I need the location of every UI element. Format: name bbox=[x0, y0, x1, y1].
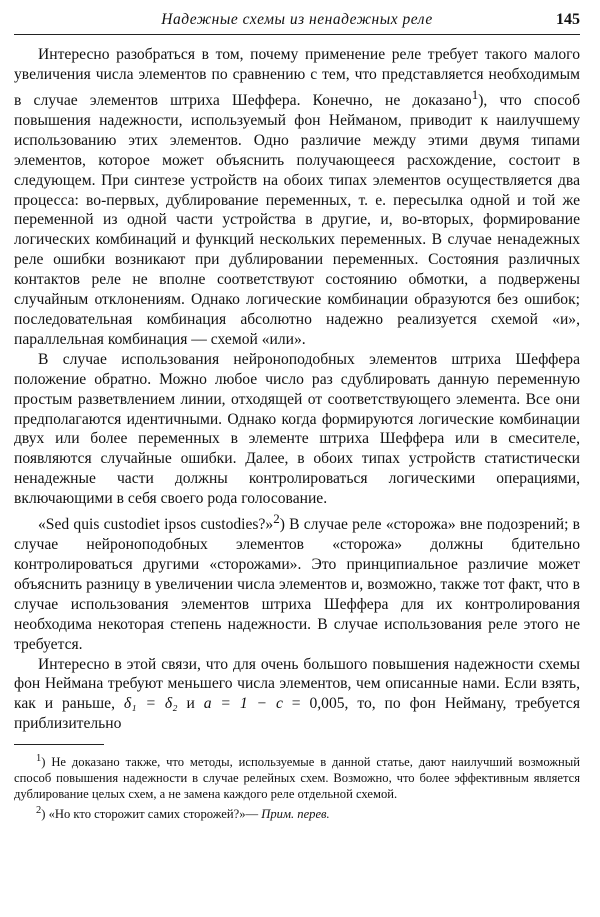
footnote-divider bbox=[14, 744, 104, 745]
latin-quote: «Sed quis custodiet ipsos custodies?» bbox=[38, 516, 274, 534]
running-title: Надежные схемы из ненадежных реле bbox=[161, 11, 433, 28]
footnote-marker: 1 bbox=[36, 753, 42, 765]
paragraph bbox=[14, 655, 580, 735]
paragraph-text: = 0,005, то, по фон Нейману, требуется приблизительно bbox=[14, 695, 580, 733]
translator-note: Прим. перев. bbox=[261, 806, 330, 821]
page-number: 145 bbox=[556, 11, 580, 28]
paragraph-text: Интересно в этой связи, что для очень большого повышения надежности схемы фон Неймана требуют меньшего числа элементов, чем описанные нами. Если взять, как и раньше, bbox=[14, 655, 580, 713]
page-header bbox=[14, 6, 580, 35]
paragraph bbox=[14, 509, 580, 655]
footnote-text: ) «Но кто сторожит самих сторожей?»— bbox=[41, 806, 262, 821]
footnotes bbox=[14, 751, 580, 823]
footnote-text: ) Не доказано также, что методы, используемые в данной статье, дают наилучший возможный способ повышения надежности в случае релейных схем. Возможно, что более эффективным является дублирование целых схем, а не замена каждого реле отдельной схемой. bbox=[14, 755, 580, 801]
main-text bbox=[14, 45, 580, 734]
paragraph-text: ), что способ повышения надежности, используемый фон Нейманом, приводит к наилучшему использованию этих элементов. Одно различие между этими двумя типами элементов, которое может объяснить получающееся расхождение, состоит в следующем. При синтезе устройств на обоих типах элементов осуществляется два процесса: во-первых, дублирование переменных, т. е. пересылка одной и той же переменной из одной части устройства в другие, и, во-вторых, формирование логических комбинаций и функций нескольких переменных. В случае ненадежных реле ошибки возникают при дублировании переменных. Состояния различных контактов реле не вполне соответствуют состоянию обмотки, а подвержены случайным отклонениям. Однако логические комбинации образуются без ошибок; последовательная комбинация абсолютно надежно реализуется схемой «и», параллельная комбинация — схемой «или». bbox=[14, 92, 580, 348]
footnote bbox=[14, 803, 580, 823]
footnote-ref[interactable]: 2 bbox=[273, 511, 280, 527]
math-expression: a = 1 − c bbox=[203, 695, 283, 713]
paragraph-text: Интересно разобраться в том, почему применение реле требует такого малого увеличения числа элементов по сравнению с тем, что представляется необходимым в случае элементов штриха Шеффера. Конечно, не доказано bbox=[14, 46, 580, 109]
footnote-ref[interactable]: 1 bbox=[471, 86, 479, 102]
paragraph bbox=[14, 45, 580, 350]
math-expression: δ₁ = δ₂ bbox=[123, 695, 178, 713]
paragraph-text: ) В случае реле «сторожа» вне подозрений; в случае нейроноподобных элементов «сторожа» должны бдительно контролироваться другими «сторожами». Это принципиальное различие может объяснить разницу в увеличении числа элементов и, возможно, также тот факт, что в случае использования элементов штриха Шеффера для их контролирования необходима некоторая степень надежности. В случае использования реле этого не требуется. bbox=[14, 516, 580, 653]
footnote bbox=[14, 751, 580, 803]
paragraph: В случае использования нейроноподобных элементов штриха Шеффера положение обратно. Можно любое число раз сдублировать данную переменную простым разветвлением линии, отходящей от соответствующего элемента. Все они предполагаются идентичными. Однако когда формируются логические комбинации двух или более переменных в элементе штриха Шеффера или в смесителе, появляются случайные ошибки. Далее, в обоих типах устройств статистически ненадежные части должны контролироваться логическими операциями, включающими в себя своего рода голосование. bbox=[14, 350, 580, 508]
paragraph-text: и bbox=[177, 695, 204, 713]
footnote-marker: 2 bbox=[36, 804, 42, 816]
